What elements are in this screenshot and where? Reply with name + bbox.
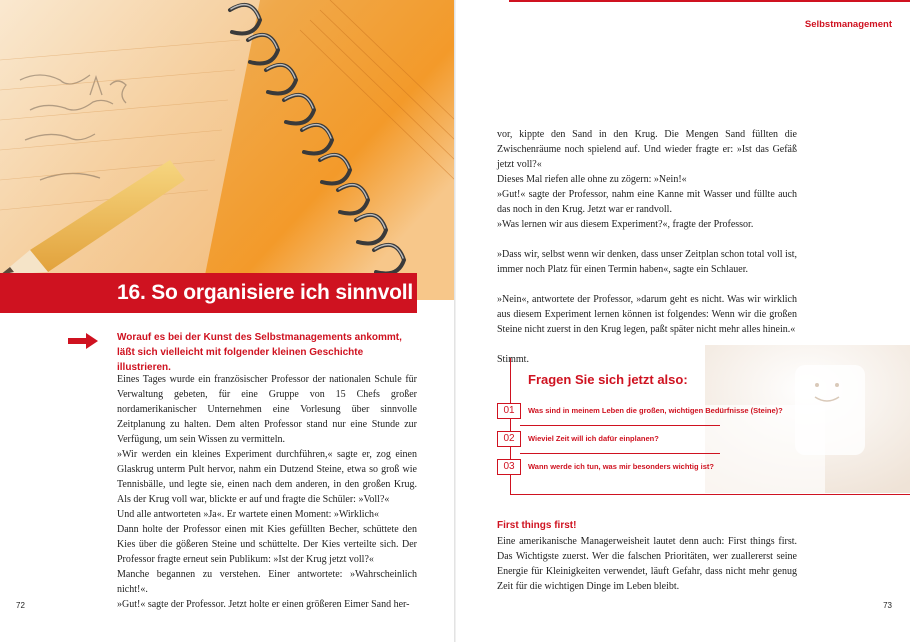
paragraph: »Wir werden ein kleines Experiment durchführen,« sagte er, zog einen Glaskrug unterm Pult hervor, nahm ein Dutzend Steine, etwa so groß wie Tennisbälle, und legte sie, einen nach dem anderen, in den großen Krug. Als der Krug voll war, blickte er auf und fragte die Schüler: »Voll?« [117,449,417,505]
questions-box-title: Fragen Sie sich jetzt also: [528,372,688,387]
question-text: Wann werde ich tun, was mir besonders wichtig ist? [528,462,715,471]
paragraph: Dieses Mal riefen alle ohne zu zögern: »Nein!« [497,174,687,185]
question-text: Wieviel Zeit will ich dafür einplanen? [528,434,659,443]
header-rule [509,0,910,2]
right-arrow-icon [68,333,98,354]
intro-text: Worauf es bei der Kunst des Selbstmanagements ankommt, läßt sich vielleicht mit folgender kleinen Geschichte illustrieren. [117,332,402,373]
page-spine [454,0,456,642]
question-divider [520,453,720,454]
paragraph: »Gut!« sagte der Professor. Jetzt holte er einen größeren Eimer Sand her- [117,599,410,610]
paragraph: vor, kippte den Sand in den Krug. Die Mengen Sand füllten die Zwischenräume noch spielend auf. Und wieder fragte er: »Ist das Gefäß jetzt voll?« [497,129,797,170]
paragraph: »Dass wir, selbst wenn wir denken, dass unser Zeitplan schon total voll ist, immer noch Platz für einen Termin haben«, sagte ein Schlauer. [497,249,797,275]
page-number-left: 72 [16,601,25,610]
paragraph: »Gut!« sagte der Professor, nahm eine Kanne mit Wasser und füllte auch das noch in den Krug. Jetzt war er randvoll. [497,189,797,215]
first-things-first-heading: First things first! [497,520,577,531]
question-number: 03 [497,459,521,475]
page-number-right: 73 [883,601,892,610]
paragraph: Eines Tages wurde ein französischer Professor der nationalen Schule für Verwaltung gebeten, für eine Gruppe von 15 Chefs großer nordamerikanischer Unternehmen eine Vorlesung über sinnvolle Zeitplanung zu halten. Dem alten Professor stand nur eine Stunde zur Verfügung, um sein Wissen zu vermitteln. [117,374,417,445]
question-divider [520,425,720,426]
question-number: 02 [497,431,521,447]
paragraph: »Was lernen wir aus diesem Experiment?«, fragte der Professor. [497,219,754,230]
right-column-text [497,127,797,367]
paragraph: Manche begannen zu verstehen. Einer antwortete: »Wahrscheinlich nicht!«. [117,569,417,595]
notebook-photo [0,0,455,300]
paragraph: Dann holte der Professor einen mit Kies gefüllten Becher, schüttete den Kies über die gößeren Steine und schüttelte. Der Kies verteilte sich. Der Professor fragte erneut sein Publikum: »Ist der Krug jetzt voll?« [117,524,417,565]
paragraph: »Nein«, antwortete der Professor, »darum geht es nicht. Was wir wirklich aus diesem Experiment lernen können ist folgendes: Wenn wir die großen Steine nicht zuerst in den Krug legen, paßt später nicht mehr alles hinein.« [497,294,797,335]
chapter-title: 16. So organisiere ich sinnvoll [117,281,414,304]
left-column-text [117,372,417,612]
question-text: Was sind in meinem Leben die großen, wichtigen Bedürfnisse (Steine)? [528,406,783,415]
question-number: 01 [497,403,521,419]
section-label: Selbstmanagement [804,19,892,30]
paragraph: Und alle antworteten »Ja«. Er wartete einen Moment: »Wirklich« [117,509,380,520]
paragraph: Stimmt. [497,354,529,365]
first-things-first-text: Eine amerikanische Managerweisheit lautet denn auch: First things first. Das Wichtigste zuerst. Wer die falschen Prioritäten, wer zuallererst seine Energie für Kleinigkeiten verwendet, läuft Gefahr, dass nicht mehr genug Zeit für die wichtigen Dinge im Leben bleibt. [497,536,797,592]
